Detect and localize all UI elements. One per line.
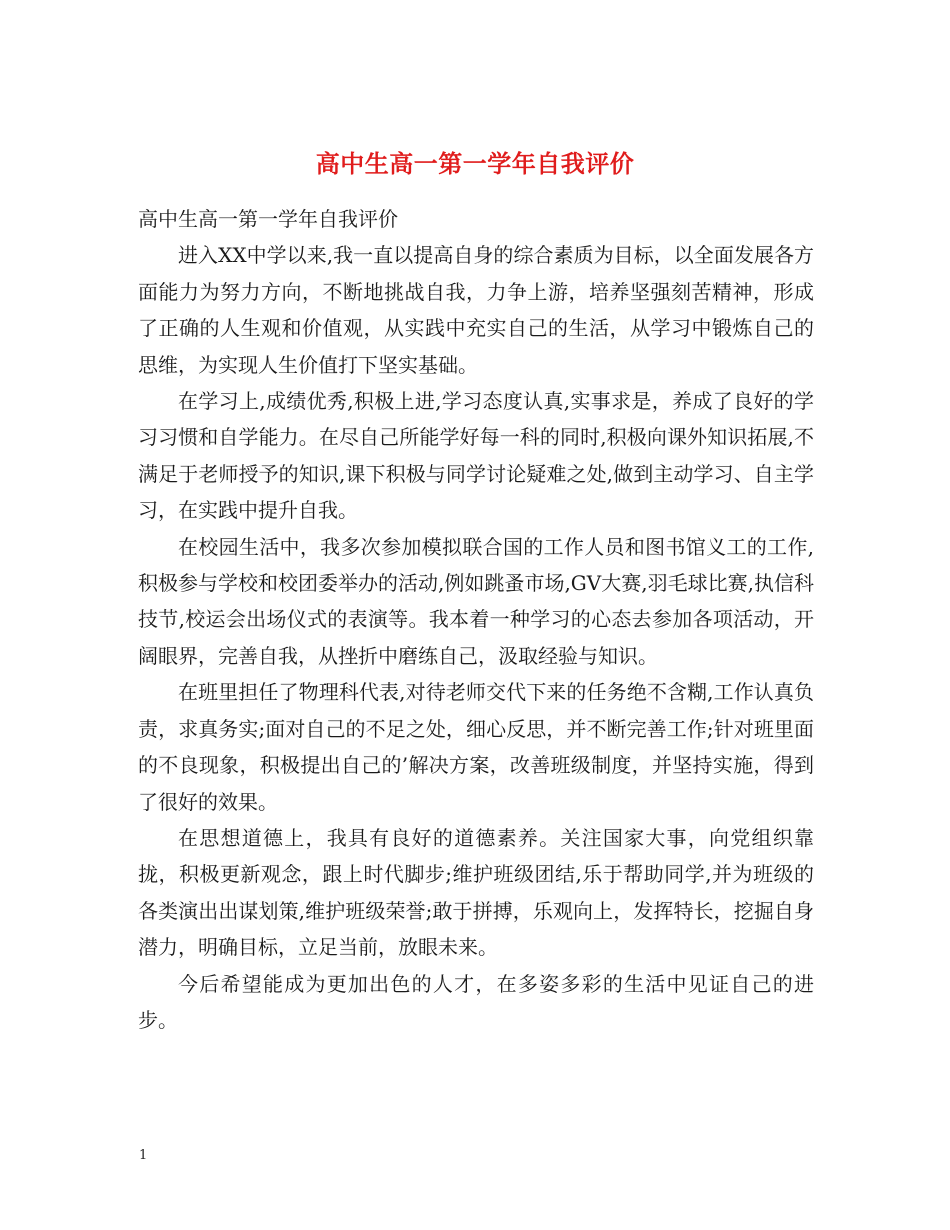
document-subtitle: 高中生高一第一学年自我评价: [138, 207, 398, 231]
paragraph-class-duty: 在班里担任了物理科代表,对待老师交代下来的任务绝不含糊,工作认真负责，求真务实;面对自己的不足之处，细心反思，并不断完善工作;针对班里面的不良现象，积极提出自己的’解决方案，改善班级制度，并坚持实施，得到了很好的效果。: [138, 680, 814, 814]
paragraph-future: 今后希望能成为更加出色的人才，在多姿多彩的生活中见证自己的进步。: [138, 971, 814, 1032]
page-number: 1: [139, 1148, 148, 1163]
document-title: 高中生高一第一学年自我评价: [315, 149, 635, 179]
paragraph-intro: 进入XX中学以来,我一直以提高自身的综合素质为目标，以全面发展各方面能力为努力方向，不断地挑战自我，力争上游，培养坚强刻苦精神，形成了正确的人生观和价值观，从实践中充实自己的生活，从学习中锻炼自己的思维，为实现人生价值打下坚实基础。: [138, 243, 814, 377]
paragraph-study: 在学习上,成绩优秀,积极上进,学习态度认真,实事求是，养成了良好的学习习惯和自学能力。在尽自己所能学好每一科的同时,积极向课外知识拓展,不满足于老师授予的知识,课下积极与同学讨论疑难之处,做到主动学习、自主学习，在实践中提升自我。: [138, 389, 814, 523]
paragraph-campus-life: 在校园生活中，我多次参加模拟联合国的工作人员和图书馆义工的工作,积极参与学校和校团委举办的活动,例如跳蚤市场,GV大赛,羽毛球比赛,执信科技节,校运会出场仪式的表演等。我本着一种学习的心态去参加各项活动，开阔眼界，完善自我，从挫折中磨练自己，汲取经验与知识。: [138, 534, 814, 668]
paragraph-morality: 在思想道德上，我具有良好的道德素养。关注国家大事，向党组织靠拢，积极更新观念，跟上时代脚步;维护班级团结,乐于帮助同学,并为班级的各类演出出谋划策,维护班级荣誉;敢于拼搏，乐观向上，发挥特长，挖掘自身潜力，明确目标，立足当前，放眼未来。: [138, 825, 814, 960]
document-body: [138, 201, 814, 1038]
